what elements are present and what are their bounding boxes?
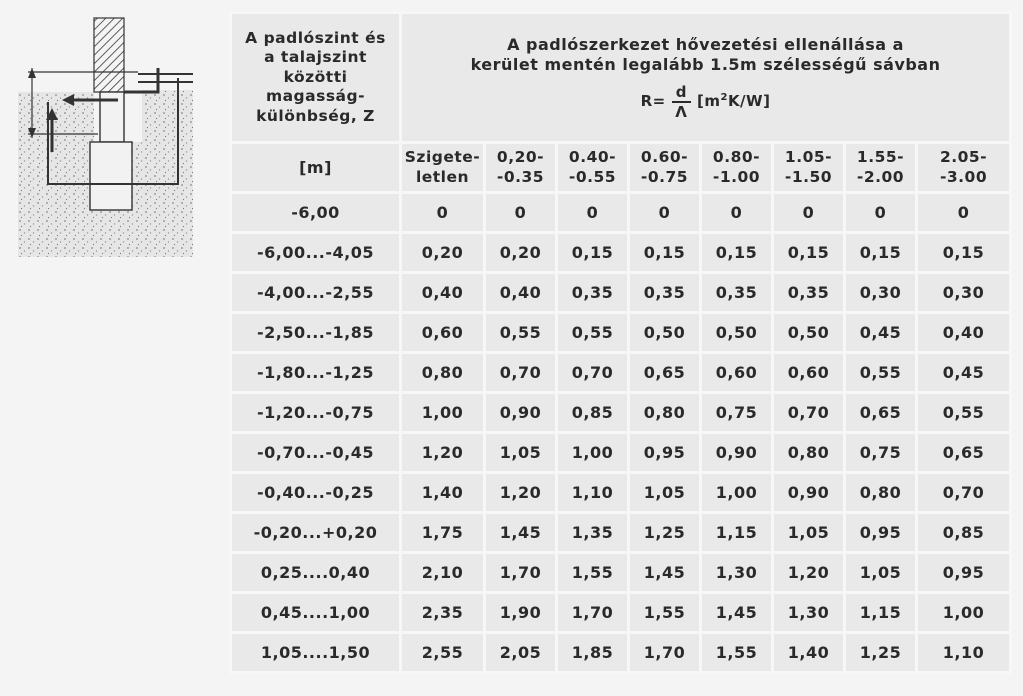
resistance-value-cell: 0,35 <box>629 273 701 313</box>
column-header-line: 1.05- <box>784 148 833 167</box>
resistance-value-cell: 1,05 <box>629 473 701 513</box>
column-header-line: 1.55- <box>856 148 905 167</box>
formula-lhs: R= <box>640 92 666 111</box>
column-header-line: 0.60- <box>640 148 689 167</box>
column-header-line: -3.00 <box>939 167 988 186</box>
resistance-value-cell: 0,15 <box>701 233 773 273</box>
unit-label: [m] <box>231 143 401 193</box>
height-difference-header <box>231 13 401 143</box>
resistance-value-cell: 0,90 <box>485 393 557 433</box>
column-header-line: -1.00 <box>712 167 761 186</box>
resistance-value-cell: 0,95 <box>917 553 1011 593</box>
thermal-resistance-table <box>229 11 1012 674</box>
table-row <box>231 313 1011 353</box>
resistance-value-cell: 0,15 <box>845 233 917 273</box>
unit-close: K/W] <box>727 92 771 111</box>
column-header-1 <box>485 143 557 193</box>
resistance-value-cell: 1,20 <box>401 433 485 473</box>
resistance-value-cell: 1,85 <box>557 633 629 673</box>
resistance-value-cell: 0,55 <box>557 313 629 353</box>
resistance-value-cell: 0,65 <box>917 433 1011 473</box>
resistance-value-cell: 2,05 <box>485 633 557 673</box>
resistance-value-cell: 0,80 <box>773 433 845 473</box>
resistance-value-cell: 1,20 <box>485 473 557 513</box>
table-row <box>231 273 1011 313</box>
resistance-value-cell: 0 <box>557 193 629 233</box>
resistance-value-cell: 1,10 <box>557 473 629 513</box>
resistance-value-cell: 0,80 <box>845 473 917 513</box>
column-header-5 <box>773 143 845 193</box>
resistance-value-cell: 0,30 <box>917 273 1011 313</box>
height-difference-cell: 1,05....1,50 <box>231 633 401 673</box>
column-header-7 <box>917 143 1011 193</box>
resistance-value-cell: 1,05 <box>845 553 917 593</box>
height-difference-cell: 0,25....0,40 <box>231 553 401 593</box>
resistance-value-cell: 0,50 <box>773 313 845 353</box>
resistance-value-cell: 0 <box>917 193 1011 233</box>
resistance-value-cell: 0,35 <box>773 273 845 313</box>
height-difference-cell: -0,20...+0,20 <box>231 513 401 553</box>
table-row <box>231 553 1011 593</box>
resistance-value-cell: 1,75 <box>401 513 485 553</box>
resistance-value-cell: 1,25 <box>629 513 701 553</box>
resistance-value-cell: 0,65 <box>629 353 701 393</box>
resistance-value-cell: 1,55 <box>629 593 701 633</box>
table-row <box>231 633 1011 673</box>
resistance-value-cell: 1,55 <box>701 633 773 673</box>
resistance-value-cell: 0,75 <box>701 393 773 433</box>
table-row <box>231 593 1011 633</box>
resistance-value-cell: 0,40 <box>917 313 1011 353</box>
resistance-value-cell: 1,45 <box>629 553 701 593</box>
header-main-line: A padlószerkezet hővezetési ellenállása a <box>507 34 904 54</box>
resistance-value-cell: 0,35 <box>701 273 773 313</box>
resistance-value-cell: 0,90 <box>773 473 845 513</box>
resistance-value-cell: 0,20 <box>485 233 557 273</box>
resistance-value-cell: 0,80 <box>401 353 485 393</box>
resistance-value-cell: 0,15 <box>629 233 701 273</box>
resistance-value-cell: 0,50 <box>629 313 701 353</box>
resistance-value-cell: 0,75 <box>845 433 917 473</box>
column-header-line: -1.50 <box>784 167 833 186</box>
column-header-6 <box>845 143 917 193</box>
resistance-value-cell: 1,90 <box>485 593 557 633</box>
resistance-value-cell: 2,55 <box>401 633 485 673</box>
resistance-value-cell: 0,55 <box>485 313 557 353</box>
resistance-value-cell: 1,45 <box>701 593 773 633</box>
header-left-line: A padlószint és <box>245 29 386 48</box>
header-left-line: magasság- <box>265 87 366 106</box>
resistance-value-cell: 1,55 <box>557 553 629 593</box>
resistance-value-cell: 0,90 <box>701 433 773 473</box>
column-header-line: -0.35 <box>496 167 545 186</box>
floor-section-diagram <box>18 12 208 257</box>
resistance-value-cell: 0,70 <box>773 393 845 433</box>
table-row <box>231 353 1011 393</box>
resistance-value-cell: 0,95 <box>629 433 701 473</box>
resistance-value-cell: 1,70 <box>485 553 557 593</box>
resistance-value-cell: 0,70 <box>485 353 557 393</box>
column-header-line: Szigete- <box>404 148 481 167</box>
resistance-value-cell: 0,70 <box>917 473 1011 513</box>
column-header-line: -0.75 <box>640 167 689 186</box>
header-row <box>231 13 1011 143</box>
resistance-value-cell: 1,00 <box>701 473 773 513</box>
resistance-value-cell: 1,10 <box>917 633 1011 673</box>
height-difference-cell: -6,00...-4,05 <box>231 233 401 273</box>
resistance-value-cell: 0,60 <box>773 353 845 393</box>
resistance-value-cell: 0,15 <box>917 233 1011 273</box>
resistance-value-cell: 1,70 <box>557 593 629 633</box>
header-left-line: közötti <box>283 67 348 86</box>
resistance-value-cell: 1,00 <box>557 433 629 473</box>
column-header-row <box>231 143 1011 193</box>
unit-open: [m <box>696 92 721 111</box>
resistance-value-cell: 0 <box>401 193 485 233</box>
resistance-value-cell: 2,10 <box>401 553 485 593</box>
resistance-value-cell: 1,70 <box>629 633 701 673</box>
table-row <box>231 433 1011 473</box>
resistance-value-cell: 0 <box>701 193 773 233</box>
resistance-value-cell: 0,80 <box>629 393 701 433</box>
height-difference-cell: -0,70...-0,45 <box>231 433 401 473</box>
resistance-value-cell: 0,70 <box>557 353 629 393</box>
header-left-line: különbség, Z <box>256 106 375 125</box>
resistance-value-cell: 0,50 <box>701 313 773 353</box>
resistance-value-cell: 1,40 <box>401 473 485 513</box>
resistance-value-cell: 1,15 <box>845 593 917 633</box>
table-row <box>231 393 1011 433</box>
column-header-2 <box>557 143 629 193</box>
resistance-value-cell: 0,15 <box>773 233 845 273</box>
resistance-value-cell: 0,60 <box>401 313 485 353</box>
column-header-line: 0,20- <box>496 148 545 167</box>
resistance-value-cell: 1,05 <box>773 513 845 553</box>
resistance-value-cell: 1,45 <box>485 513 557 553</box>
resistance-value-cell: 1,35 <box>557 513 629 553</box>
column-header-line: 0.40- <box>568 148 617 167</box>
resistance-value-cell: 0,60 <box>701 353 773 393</box>
resistance-formula <box>641 83 771 121</box>
resistance-value-cell: 0 <box>485 193 557 233</box>
resistance-value-cell: 0 <box>845 193 917 233</box>
resistance-value-cell: 0,85 <box>917 513 1011 553</box>
formula-denominator: Λ <box>675 102 688 121</box>
resistance-value-cell: 1,15 <box>701 513 773 553</box>
resistance-value-cell: 0,40 <box>401 273 485 313</box>
resistance-value-cell: 2,35 <box>401 593 485 633</box>
resistance-value-cell: 0,45 <box>917 353 1011 393</box>
table-row <box>231 233 1011 273</box>
resistance-value-cell: 0,55 <box>845 353 917 393</box>
resistance-value-cell: 1,05 <box>485 433 557 473</box>
resistance-value-cell: 1,40 <box>773 633 845 673</box>
height-difference-cell: -1,80...-1,25 <box>231 353 401 393</box>
height-difference-cell: -2,50...-1,85 <box>231 313 401 353</box>
formula-numerator: d <box>672 83 691 103</box>
resistance-value-cell: 0,85 <box>557 393 629 433</box>
resistance-value-cell: 1,25 <box>845 633 917 673</box>
resistance-value-cell: 0,20 <box>401 233 485 273</box>
height-difference-cell: -4,00...-2,55 <box>231 273 401 313</box>
resistance-value-cell: 1,00 <box>401 393 485 433</box>
height-difference-cell: -0,40...-0,25 <box>231 473 401 513</box>
table-row <box>231 193 1011 233</box>
column-header-line: letlen <box>415 167 470 186</box>
resistance-value-cell: 1,00 <box>917 593 1011 633</box>
unit-exponent: 2 <box>720 92 728 104</box>
resistance-value-cell: 0 <box>629 193 701 233</box>
table-row <box>231 473 1011 513</box>
resistance-value-cell: 0,55 <box>917 393 1011 433</box>
column-header-line: 0.80- <box>712 148 761 167</box>
column-header-line: -0.55 <box>568 167 617 186</box>
resistance-value-cell: 1,20 <box>773 553 845 593</box>
height-difference-cell: -6,00 <box>231 193 401 233</box>
resistance-value-cell: 0,30 <box>845 273 917 313</box>
resistance-value-cell: 0,95 <box>845 513 917 553</box>
formula-fraction <box>672 83 691 121</box>
height-difference-cell: 0,45....1,00 <box>231 593 401 633</box>
resistance-value-cell: 0,15 <box>557 233 629 273</box>
resistance-value-cell: 1,30 <box>773 593 845 633</box>
column-header-line: 2.05- <box>939 148 988 167</box>
column-header-line: -2.00 <box>856 167 905 186</box>
resistance-value-cell: 1,30 <box>701 553 773 593</box>
resistance-value-cell: 0,45 <box>845 313 917 353</box>
table-row <box>231 513 1011 553</box>
header-main-line: kerület mentén legalább 1.5m szélességű sávban <box>470 54 941 74</box>
column-header-0 <box>401 143 485 193</box>
column-header-3 <box>629 143 701 193</box>
resistance-value-cell: 0,65 <box>845 393 917 433</box>
resistance-value-cell: 0,40 <box>485 273 557 313</box>
header-left-line: a talajszint <box>264 48 367 67</box>
resistance-header <box>401 13 1011 143</box>
formula-unit <box>697 92 770 111</box>
resistance-value-cell: 0 <box>773 193 845 233</box>
column-header-4 <box>701 143 773 193</box>
resistance-value-cell: 0,35 <box>557 273 629 313</box>
height-difference-cell: -1,20...-0,75 <box>231 393 401 433</box>
